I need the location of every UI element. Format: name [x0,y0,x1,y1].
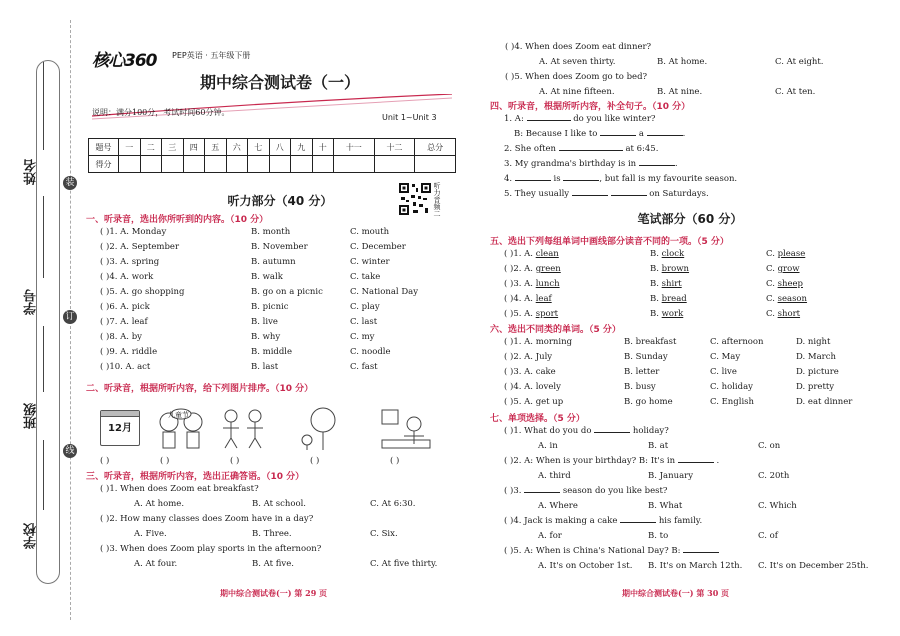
question-row[interactable] [86,330,456,345]
option-text: C. noodle [350,347,391,357]
option-text: C. on [758,441,781,451]
option-text: C. At ten. [775,87,816,97]
score-cell: 六 [226,139,248,156]
question-row[interactable] [86,315,456,330]
option-text: B. What [648,501,683,511]
score-input[interactable] [119,156,141,173]
option-c [766,307,800,322]
option-c [766,292,807,307]
question-row[interactable] [86,497,456,512]
option-text: C. May [710,352,741,362]
option-text: C. winter [350,257,390,267]
question-text: ( )3. When does Zoom play sports in the afternoon? [100,544,322,554]
score-input[interactable] [183,156,205,173]
section-1 [86,212,456,375]
question-row[interactable] [86,300,456,315]
question-text: ( )5. When does Zoom go to bed? [505,72,648,82]
option-text: B. January [648,471,694,481]
listening-heading: 听力部分（40 分） [227,194,333,208]
option-text: A. It's on October 1st. [538,561,633,571]
question-part: holiday? [632,426,669,436]
option-word: sport [535,309,559,319]
seal-mark: 装 [63,176,77,190]
qr-caption: 听力音频二 [433,182,441,217]
section-instruction: 七、单项选择。（5 分） [490,414,585,424]
option-text: ( )3. A. cake [504,367,556,377]
option-word: shirt [661,279,682,289]
section-1-list [86,225,456,375]
option-word: leaf [535,294,552,304]
question-text: ( )1. When does Zoom eat breakfast? [100,484,259,494]
order-answer-4[interactable]: ( ) [310,456,320,466]
option-text: B. busy [624,382,656,392]
option-text: C. English [710,397,754,407]
option-c [766,277,803,292]
option-word: grow [777,264,800,274]
option-word: clean [535,249,559,259]
option-text: ( )6. A. pick [100,302,150,312]
page-footer-right: 期中综合测试卷(一) 第 30 页 [622,588,730,598]
option-text: B. live [251,317,278,327]
answer-blank[interactable] [600,127,636,136]
option-text: ( )8. A. by [100,332,142,342]
answer-blank[interactable] [527,112,571,121]
question-row[interactable] [505,55,865,70]
page-footer-left: 期中综合测试卷(一) 第 29 页 [220,588,328,598]
question-row[interactable] [86,360,456,375]
option-text: ( )1. A. Monday [100,227,167,237]
section-instruction: 一、听录音，选出你所听到的内容。（10 分） [86,215,269,225]
section-5-list [490,247,860,322]
option-text: ( )1. A. morning [504,337,573,347]
question-row[interactable] [490,350,860,365]
fill-line-3: 3. My grandma's birthday is in . [504,159,678,169]
option-text: ( )2. A. September [100,242,180,252]
score-input[interactable] [312,156,334,173]
exam-title: 期中综合测试卷（一） [199,73,360,92]
option-text: A. At nine fifteen. [539,87,615,97]
seal-mark: 线 [63,444,77,458]
option-text: A. At home. [134,499,185,509]
score-cell: 七 [248,139,270,156]
option-text: B. at [648,441,669,451]
fill-line-1: 1. A: do you like winter? [504,114,656,124]
option-text: ( )4. A. work [100,272,154,282]
option-text: B. middle [251,347,293,357]
option-text: C. of [758,531,778,541]
answer-blank[interactable] [639,157,675,166]
score-cell: 题号 [89,139,119,156]
option-text: D. March [796,352,836,362]
option-text: B. November [251,242,308,252]
score-input[interactable] [205,156,227,173]
question-part: ( )4. Jack is making a cake [504,516,618,526]
option-text: C. afternoon [710,337,764,347]
fill-line-2: 2. She often at 6:45. [504,144,659,154]
option-text: C. Six. [370,529,398,539]
order-answer-2[interactable]: ( ) [160,456,170,466]
option-text: B. Three. [252,529,292,539]
option-text: C. December [350,242,406,252]
option-text: ( )2. A. July [504,352,553,362]
option-word: season [777,294,808,304]
score-cell: 得分 [89,156,119,173]
question-row[interactable] [490,499,860,514]
answer-blank[interactable] [524,484,560,493]
option-text: D. picture [796,367,839,377]
exam-note: 说明：满分100分，考试时间60分钟。 [92,108,230,117]
answer-blank[interactable] [515,172,551,181]
option-text: C. fast [350,362,378,372]
option-text: B. Sunday [624,352,668,362]
option-word: sheep [777,279,803,289]
question-row[interactable] [490,395,860,410]
option-word: please [777,249,806,259]
section-6 [490,322,860,410]
reading-picture [378,406,434,452]
option-a [504,307,558,322]
question-row[interactable] [86,557,456,572]
qr-code-icon[interactable] [398,182,432,216]
order-answer-1[interactable]: ( ) [100,456,110,466]
brand-logo: 核心360 [92,51,157,71]
section-instruction: 三、听录音，根据所听内容，选出正确答语。（10 分） [86,472,305,482]
answer-blank[interactable] [563,172,599,181]
question-row[interactable] [86,240,456,255]
option-text: ( )10. A. act [100,362,151,372]
fill-line-1b: B: Because I like to a . [514,129,686,139]
question-text: ( )4. When does Zoom eat dinner? [505,42,652,52]
option-prefix: C. [766,309,778,319]
score-cell: 十 [312,139,334,156]
option-text: B. to [648,531,669,541]
option-b [650,262,689,277]
series-label: PEP英语 · 五年级下册 [172,51,251,60]
score-cell: 八 [269,139,291,156]
calendar-picture [100,410,140,446]
option-word: bread [661,294,687,304]
question-row[interactable] [490,247,860,262]
option-b [650,247,684,262]
option-text: C. At 6:30. [370,499,416,509]
order-answer-3[interactable]: ( ) [230,456,240,466]
option-text: ( )7. A. leaf [100,317,148,327]
option-text: C. take [350,272,381,282]
score-input[interactable] [226,156,248,173]
score-input[interactable] [140,156,162,173]
option-word: brown [661,264,690,274]
answer-blank[interactable] [678,454,714,463]
section-3-continued [505,40,865,100]
option-word: work [661,309,684,319]
option-prefix: C. [766,294,778,304]
fill-line-4: 4. is , but fall is my favourite season. [504,174,738,184]
option-text: D. pretty [796,382,835,392]
option-prefix: B. [650,249,662,259]
binding-margin-frame [36,60,60,584]
score-header-row [89,139,456,156]
question-text [490,544,860,559]
section-4 [490,99,860,202]
option-text: B. At home. [657,57,708,67]
name-line [43,62,44,150]
option-text: C. live [710,367,737,377]
score-cell: 三 [162,139,184,156]
option-text: D. night [796,337,831,347]
option-text: B. It's on March 12th. [648,561,743,571]
score-table [88,138,456,173]
option-prefix: B. [650,279,662,289]
score-input[interactable] [334,156,375,173]
section-instruction: 六、选出不同类的单词。（5 分） [490,325,621,335]
class-line [43,326,44,392]
option-text: B. why [251,332,281,342]
calendar-month-label: 12月 [108,423,132,434]
question-row[interactable] [490,439,860,454]
score-input[interactable] [291,156,313,173]
option-text: ( )3. A. spring [100,257,160,267]
question-text [490,514,860,529]
option-prefix: ( )1. A. [504,249,536,259]
option-prefix: ( )5. A. [504,309,536,319]
section-instruction: 四、听录音，根据所听内容，补全句子。（10 分） [490,102,691,112]
score-cell: 十一 [334,139,375,156]
option-text: ( )5. A. go shopping [100,287,185,297]
option-text: B. At five. [252,559,294,569]
option-c [766,262,800,277]
id-line [43,196,44,278]
section-3-continued-list [505,40,865,100]
question-row[interactable] [86,270,456,285]
answer-blank[interactable] [572,187,608,196]
question-row[interactable] [490,559,869,574]
option-prefix: ( )2. A. [504,264,536,274]
question-row[interactable] [490,365,860,380]
option-text: B. autumn [251,257,296,267]
question-row[interactable] [490,380,860,395]
answer-blank[interactable] [620,514,656,523]
option-word: lunch [535,279,560,289]
section-3-list [86,482,456,572]
tree-picture [295,406,351,452]
question-row[interactable] [490,529,860,544]
score-input[interactable] [269,156,291,173]
option-text: ( )4. A. lovely [504,382,561,392]
score-cell: 五 [205,139,227,156]
question-row[interactable] [490,277,860,292]
name-label: 姓名 [24,159,39,185]
option-text: B. walk [251,272,283,282]
class-label: 班级 [24,403,39,429]
question-part: ( )5. A: When is China's National Day? B: [504,546,681,556]
score-value-row [89,156,456,173]
option-a [504,277,560,292]
section-2 [86,381,456,394]
answer-blank[interactable] [559,142,623,151]
option-word: green [535,264,561,274]
option-word: clock [661,249,685,259]
option-text: A. in [538,441,558,451]
question-row[interactable] [490,262,860,277]
option-text: C. 20th [758,471,790,481]
option-text: B. picnic [251,302,289,312]
option-prefix: C. [766,279,778,289]
question-text [490,454,860,469]
option-text: B. breakfast [624,337,677,347]
option-prefix: C. [766,249,778,259]
question-part: season do you like best? [562,486,668,496]
snow-play-picture [215,406,271,452]
score-cell: 九 [291,139,313,156]
score-input[interactable] [415,156,456,173]
question-part: his family. [658,516,703,526]
option-text: A. for [538,531,562,541]
option-text: B. At nine. [657,87,703,97]
question-row[interactable] [490,292,860,307]
question-part: ( )1. What do you do [504,426,592,436]
section-instruction: 五、选出下列每组单词中画线部分读音不同的一项。（5 分） [490,237,729,247]
score-cell: 四 [183,139,205,156]
unit-range: Unit 1~Unit 3 [382,113,437,122]
fill-line-5: 5. They usually on Saturdays. [504,189,709,199]
score-input[interactable] [248,156,270,173]
answer-blank[interactable] [611,187,647,196]
order-answer-5[interactable]: ( ) [390,456,400,466]
question-row[interactable] [490,307,860,322]
option-word: short [777,309,801,319]
answer-blank[interactable] [683,544,719,553]
score-input[interactable] [374,156,415,173]
section-7-list [490,424,869,574]
answer-blank[interactable] [647,127,683,136]
option-text: C. last [350,317,378,327]
score-cell: 总分 [415,139,456,156]
school-label: 学校 [24,523,39,549]
option-c [766,247,805,262]
option-text: C. National Day [350,287,419,297]
option-text: B. go on a picnic [251,287,323,297]
option-text: B. go home [624,397,673,407]
option-prefix: B. [650,264,662,274]
section-7 [490,411,869,574]
option-text: ( )5. A. get up [504,397,564,407]
question-row[interactable] [86,285,456,300]
option-prefix: B. [650,294,662,304]
option-text: C. my [350,332,375,342]
writing-heading: 笔试部分（60 分） [637,212,743,226]
option-b [650,292,687,307]
option-text: A. At seven thirty. [539,57,616,67]
option-text: C. Which [758,501,797,511]
question-part: . [716,456,720,466]
option-text: B. letter [624,367,660,377]
option-text: C. At eight. [775,57,824,67]
option-text: C. holiday [710,382,753,392]
score-input[interactable] [162,156,184,173]
option-prefix: ( )3. A. [504,279,536,289]
option-text: B. month [251,227,291,237]
section-6-list [490,335,860,410]
option-prefix: C. [766,264,778,274]
question-row[interactable] [490,335,860,350]
option-text: A. At four. [134,559,178,569]
option-text: C. It's on December 25th. [758,561,869,571]
question-text [490,424,860,439]
question-row[interactable] [86,225,456,240]
option-b [650,307,683,322]
option-text: ( )9. A. riddle [100,347,158,357]
section-instruction: 二、听录音，根据所听内容，给下列图片排序。（10 分） [86,384,314,394]
option-text: A. Where [538,501,578,511]
answer-blank[interactable] [594,424,630,433]
question-row[interactable] [505,85,865,100]
option-a [504,292,552,307]
question-part: ( )2. A: When is your birthday? B: It's in [504,456,676,466]
score-cell: 一 [119,139,141,156]
option-b [650,277,682,292]
question-part: ( )3. [504,486,522,496]
question-row[interactable] [86,527,456,542]
question-row[interactable] [86,345,456,360]
option-text: A. third [538,471,571,481]
option-prefix: ( )4. A. [504,294,536,304]
student-id-label: 学号 [24,289,39,315]
score-cell: 十二 [374,139,415,156]
option-a [504,262,561,277]
option-text: B. last [251,362,279,372]
option-text: B. At school. [252,499,307,509]
section-3 [86,469,456,572]
question-row[interactable] [490,469,860,484]
question-text: ( )2. How many classes does Zoom have in a day? [100,514,314,524]
childrens-day-label: 儿童节 [168,411,189,419]
section-5 [490,234,860,322]
option-prefix: B. [650,309,662,319]
option-text: C. mouth [350,227,390,237]
seal-mark: 订 [63,310,77,324]
option-a [504,247,559,262]
option-text: C. At five thirty. [370,559,438,569]
question-row[interactable] [86,255,456,270]
question-text [490,484,860,499]
option-text: C. play [350,302,380,312]
school-line [43,440,44,510]
option-text: D. eat dinner [796,397,853,407]
option-text: A. Five. [134,529,167,539]
score-cell: 二 [140,139,162,156]
